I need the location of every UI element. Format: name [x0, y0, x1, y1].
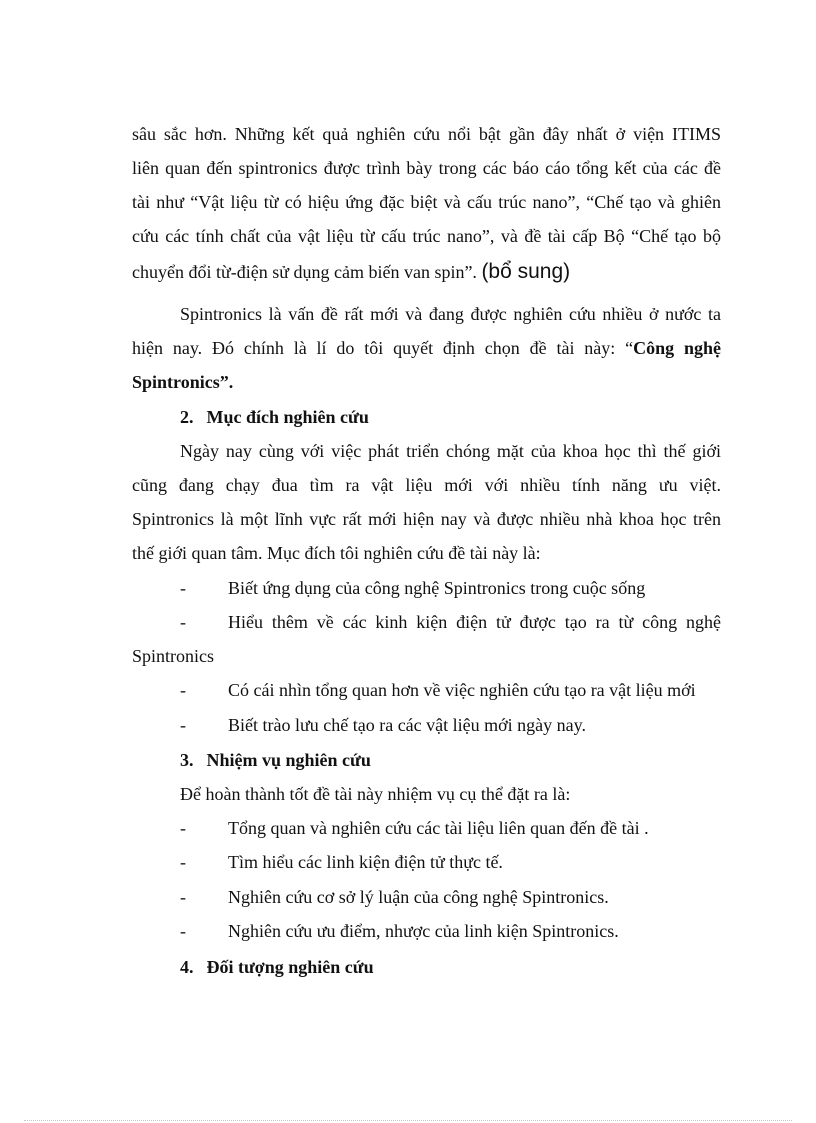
list-item: Hiểu thêm về các kinh kiện điện tử được tạo ra từ công nghệ — [228, 612, 721, 632]
bullet-marker: - — [180, 852, 186, 872]
list-item: Tổng quan và nghiên cứu các tài liệu liên quan đến đề tài . — [228, 818, 649, 838]
page-footer-rule — [24, 1120, 792, 1121]
list-item: Nghiên cứu cơ sở lý luận của công nghệ Spintronics. — [228, 887, 609, 907]
paragraph-line: Spintronics là một lĩnh vực rất mới hiện nay và được nhiều nhà khoa học trên — [132, 509, 721, 529]
bullet-marker: - — [180, 612, 186, 632]
section-number: 2. — [180, 407, 194, 427]
list-item: Biết trào lưu chế tạo ra các vật liệu mới ngày nay. — [228, 715, 586, 735]
section-title: Đối tượng nghiên cứu — [206, 957, 374, 977]
paragraph-line — [132, 261, 721, 283]
bullet-marker: - — [180, 921, 186, 941]
paragraph-line: cũng đang chạy đua tìm ra vật liệu mới với nhiều tính năng ưu việt. — [132, 475, 721, 495]
paragraph-text: hiện nay. Đó chính là lí do tôi quyết định chọn đề tài này: “ — [132, 338, 634, 358]
section-heading — [180, 406, 369, 428]
section-title: Nhiệm vụ nghiên cứu — [206, 750, 371, 770]
section-number: 3. — [180, 750, 194, 770]
addendum-note: (bổ sung) — [481, 260, 571, 283]
section-title: Mục đích nghiên cứu — [206, 407, 369, 427]
list-item: Tìm hiểu các linh kiện điện tử thực tế. — [228, 852, 503, 872]
closing-quote: ”. — [219, 372, 234, 392]
bullet-marker: - — [180, 578, 186, 598]
paragraph-line: liên quan đến spintronics được trình bày trong các báo cáo tổng kết của các đề — [132, 158, 721, 178]
bullet-marker: - — [180, 680, 186, 700]
list-item: Nghiên cứu ưu điểm, nhược của linh kiện Spintronics. — [228, 921, 619, 941]
bullet-marker: - — [180, 887, 186, 907]
section-heading — [180, 956, 374, 978]
paragraph-line — [132, 371, 721, 393]
paragraph-line: cứu các tính chất của vật liệu từ cấu trúc nano”, và đề tài cấp Bộ “Chế tạo bộ — [132, 226, 721, 246]
paragraph-line: thế giới quan tâm. Mục đích tôi nghiên cứu đề tài này là: — [132, 543, 541, 563]
paragraph-line: tài như “Vật liệu từ có hiệu ứng đặc biệt và cấu trúc nano”, “Chế tạo và ghiên — [132, 192, 721, 212]
section-number: 4. — [180, 957, 194, 977]
paragraph-line: sâu sắc hơn. Những kết quả nghiên cứu nổi bật gần đây nhất ở viện ITIMS — [132, 124, 721, 144]
section-heading — [180, 749, 371, 771]
bold-title-text: Spintronics — [132, 372, 220, 392]
bullet-marker: - — [180, 715, 186, 735]
paragraph-line — [132, 337, 721, 359]
paragraph-line: Ngày nay cùng với việc phát triển chóng mặt của khoa học thì thế giới — [180, 441, 721, 461]
paragraph-text: chuyển đổi từ-điện sử dụng cảm biến van spin”. — [132, 262, 477, 282]
paragraph-line: Để hoàn thành tốt đề tài này nhiệm vụ cụ thể đặt ra là: — [180, 784, 571, 804]
list-item: Biết ứng dụng của công nghệ Spintronics trong cuộc sống — [228, 578, 646, 598]
list-item-continuation: Spintronics — [132, 646, 215, 666]
bullet-marker: - — [180, 818, 186, 838]
paragraph-line: Spintronics là vấn đề rất mới và đang được nghiên cứu nhiều ở nước ta — [180, 304, 721, 324]
bold-title-text: Công nghệ — [633, 338, 721, 358]
list-item: Có cái nhìn tổng quan hơn về việc nghiên cứu tạo ra vật liệu mới — [228, 680, 696, 700]
